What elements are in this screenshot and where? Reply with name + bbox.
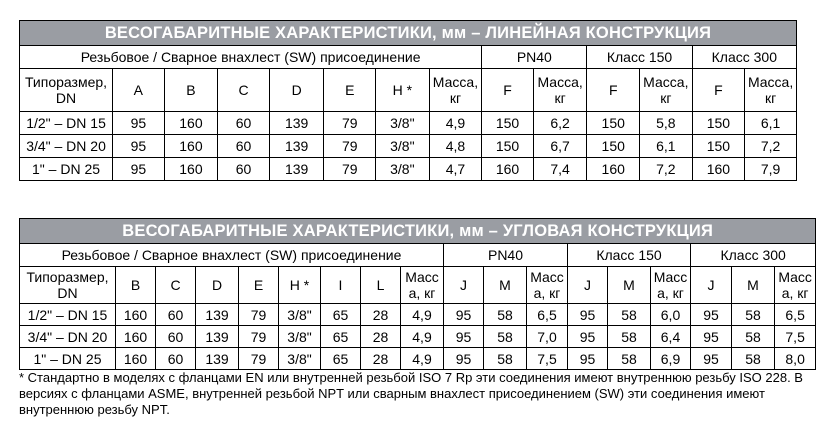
table-cell: 3/8" — [279, 326, 321, 348]
linear-dimensions-table — [19, 20, 797, 181]
column-header: J — [691, 267, 732, 304]
table-cell: 4,9 — [401, 348, 444, 370]
column-header: B — [116, 267, 156, 304]
table-cell: 95 — [568, 348, 608, 370]
table-cell: 28 — [361, 348, 401, 370]
table-cell: 4,9 — [401, 304, 444, 326]
table-cell: 79 — [324, 112, 376, 135]
column-header: Масса, кг — [401, 267, 444, 304]
table-cell: 28 — [361, 304, 401, 326]
table-cell: 7,5 — [775, 326, 816, 348]
table-cell: 160 — [164, 112, 218, 135]
column-header: Масса, кг — [533, 69, 587, 112]
table-cell: 4,9 — [401, 326, 444, 348]
column-header: Масса, кг — [527, 267, 568, 304]
table-row — [20, 112, 797, 135]
table-cell: 3/8" — [279, 348, 321, 370]
table-cell: 6,1 — [745, 112, 797, 135]
table-cell: 58 — [732, 326, 775, 348]
column-header: Масса, кг — [429, 69, 482, 112]
table-cell: 95 — [444, 348, 484, 370]
table-row — [20, 304, 816, 326]
table-cell: 7,2 — [640, 158, 693, 181]
table-cell: 95 — [113, 135, 165, 158]
table-cell: 1/2" – DN 15 — [20, 304, 116, 326]
table-row — [20, 326, 816, 348]
column-header: E — [239, 267, 279, 304]
table-cell: 160 — [116, 304, 156, 326]
table-cell: 79 — [324, 158, 376, 181]
footnote: * Стандартно в моделях с фланцами EN или внутренней резьбой ISO 7 Rp эти соединения имеют внутреннюю резьбу ISO 228. В версиях с фланцами ASME, внутренней резьбой NPT или сварным внахлест присоединением (SW) эти соединения имеют внутреннюю резьбу NPT. — [19, 370, 803, 417]
table-cell: 4,9 — [429, 112, 482, 135]
angle-group-pn40: PN40 — [444, 244, 568, 267]
table-cell: 6,5 — [775, 304, 816, 326]
column-header: F — [692, 69, 745, 112]
table-cell: 3/8" — [376, 112, 430, 135]
column-header: Масса, кг — [745, 69, 797, 112]
column-header: Типоразмер, DN — [20, 69, 113, 112]
table-cell: 7,2 — [745, 135, 797, 158]
linear-group-connection: Резьбовое / Сварное внахлест (SW) присоединение — [20, 46, 482, 69]
table-cell: 79 — [324, 135, 376, 158]
column-header: C — [218, 69, 270, 112]
table-cell: 3/8" — [279, 304, 321, 326]
table-cell: 3/8" — [376, 135, 430, 158]
table-cell: 7,5 — [527, 348, 568, 370]
table-cell: 58 — [608, 304, 651, 326]
table-cell: 60 — [156, 326, 196, 348]
table-cell: 139 — [196, 326, 239, 348]
column-header: B — [164, 69, 218, 112]
table-cell: 58 — [484, 348, 527, 370]
table-cell: 8,0 — [775, 348, 816, 370]
table-cell: 160 — [587, 158, 640, 181]
column-header: J — [444, 267, 484, 304]
table-cell: 60 — [218, 158, 270, 181]
linear-group-pn40: PN40 — [482, 46, 587, 69]
table-cell: 4,7 — [429, 158, 482, 181]
table-cell: 4,8 — [429, 135, 482, 158]
column-header: M — [608, 267, 651, 304]
table-cell: 95 — [691, 348, 732, 370]
column-header: I — [321, 267, 361, 304]
table-cell: 6,2 — [533, 112, 587, 135]
table-cell: 6,1 — [640, 135, 693, 158]
table-cell: 1/2" – DN 15 — [20, 112, 113, 135]
table-cell: 95 — [113, 112, 165, 135]
table-cell: 60 — [218, 112, 270, 135]
table-cell: 150 — [482, 135, 534, 158]
table-cell: 1" – DN 25 — [20, 158, 113, 181]
table-cell: 79 — [239, 326, 279, 348]
column-header: J — [568, 267, 608, 304]
angle-dimensions-table — [19, 218, 816, 370]
table-cell: 160 — [482, 158, 534, 181]
table-cell: 1" – DN 25 — [20, 348, 116, 370]
column-header: F — [482, 69, 534, 112]
table-cell: 6,7 — [533, 135, 587, 158]
table-cell: 7,9 — [745, 158, 797, 181]
column-header: M — [732, 267, 775, 304]
table-cell: 139 — [269, 112, 324, 135]
column-header: H * — [376, 69, 430, 112]
column-header: A — [113, 69, 165, 112]
table-cell: 95 — [113, 158, 165, 181]
table-cell: 6,9 — [651, 348, 691, 370]
angle-group-connection: Резьбовое / Сварное внахлест (SW) присоединение — [20, 244, 444, 267]
table-cell: 58 — [484, 304, 527, 326]
column-header: L — [361, 267, 401, 304]
angle-header-row — [20, 267, 816, 304]
table-cell: 160 — [116, 326, 156, 348]
table-cell: 95 — [568, 304, 608, 326]
table-cell: 160 — [164, 158, 218, 181]
table-cell: 60 — [218, 135, 270, 158]
table-cell: 6,4 — [651, 326, 691, 348]
table-cell: 95 — [568, 326, 608, 348]
table-cell: 65 — [321, 304, 361, 326]
table-cell: 3/4" – DN 20 — [20, 135, 113, 158]
angle-group-class300: Класс 300 — [691, 244, 816, 267]
table-row — [20, 135, 797, 158]
table-cell: 95 — [444, 326, 484, 348]
column-header: Типоразмер, DN — [20, 267, 116, 304]
table-cell: 150 — [692, 135, 745, 158]
table-cell: 28 — [361, 326, 401, 348]
table-cell: 58 — [732, 304, 775, 326]
angle-group-class150: Класс 150 — [568, 244, 691, 267]
column-header: H * — [279, 267, 321, 304]
linear-group-class300: Класс 300 — [692, 46, 796, 69]
table-cell: 60 — [156, 304, 196, 326]
table-cell: 160 — [116, 348, 156, 370]
table-cell: 139 — [196, 304, 239, 326]
table-row — [20, 348, 816, 370]
column-header: C — [156, 267, 196, 304]
column-header: Масса, кг — [651, 267, 691, 304]
table-cell: 7,0 — [527, 326, 568, 348]
table-cell: 6,0 — [651, 304, 691, 326]
table-cell: 3/8" — [376, 158, 430, 181]
linear-group-class150: Класс 150 — [587, 46, 692, 69]
column-header: Масса, кг — [640, 69, 693, 112]
angle-table-title: ВЕСОГАБАРИТНЫЕ ХАРАКТЕРИСТИКИ, мм – УГЛОВАЯ КОНСТРУКЦИЯ — [20, 219, 816, 244]
column-header: M — [484, 267, 527, 304]
table-cell: 60 — [156, 348, 196, 370]
table-cell: 7,4 — [533, 158, 587, 181]
table-cell: 139 — [269, 135, 324, 158]
column-header: D — [196, 267, 239, 304]
table-cell: 150 — [587, 112, 640, 135]
column-header: F — [587, 69, 640, 112]
table-cell: 150 — [482, 112, 534, 135]
table-cell: 139 — [269, 158, 324, 181]
table-cell: 150 — [692, 112, 745, 135]
table-cell: 6,5 — [527, 304, 568, 326]
table-cell: 139 — [196, 348, 239, 370]
table-row — [20, 158, 797, 181]
table-cell: 79 — [239, 348, 279, 370]
table-cell: 150 — [587, 135, 640, 158]
table-cell: 58 — [484, 326, 527, 348]
table-cell: 79 — [239, 304, 279, 326]
table-cell: 160 — [692, 158, 745, 181]
table-cell: 95 — [691, 326, 732, 348]
table-cell: 95 — [691, 304, 732, 326]
column-header: D — [269, 69, 324, 112]
column-header: E — [324, 69, 376, 112]
linear-header-row — [20, 69, 797, 112]
table-cell: 58 — [732, 348, 775, 370]
table-cell: 65 — [321, 326, 361, 348]
table-cell: 3/4" – DN 20 — [20, 326, 116, 348]
table-cell: 5,8 — [640, 112, 693, 135]
linear-table-title: ВЕСОГАБАРИТНЫЕ ХАРАКТЕРИСТИКИ, мм – ЛИНЕЙНАЯ КОНСТРУКЦИЯ — [20, 21, 797, 46]
table-cell: 160 — [164, 135, 218, 158]
table-cell: 95 — [444, 304, 484, 326]
table-cell: 58 — [608, 326, 651, 348]
column-header: Масса, кг — [775, 267, 816, 304]
table-cell: 58 — [608, 348, 651, 370]
table-cell: 65 — [321, 348, 361, 370]
